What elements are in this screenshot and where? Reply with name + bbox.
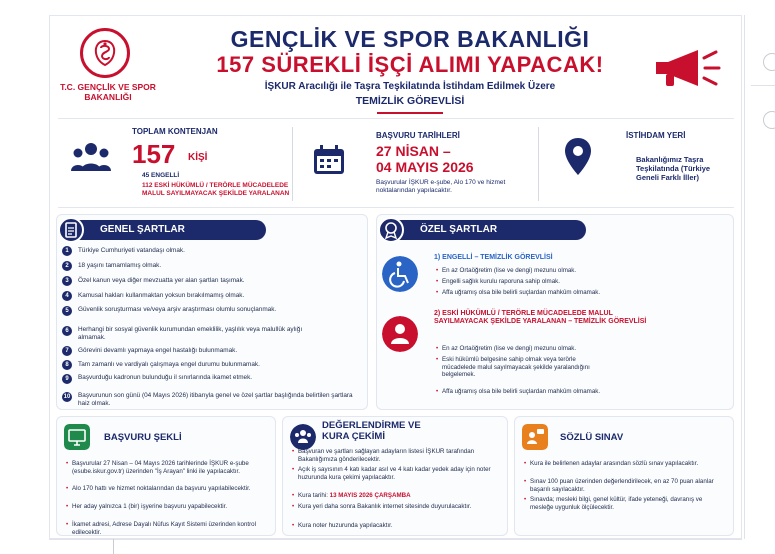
poster (49, 15, 742, 539)
stats-row (58, 118, 734, 208)
condition-text: Görevini devamlı yapmaya engel hastalığı bulunmamak. (78, 347, 238, 354)
condition-number: 7 (62, 346, 72, 356)
megaphone-icon (650, 46, 722, 90)
interview-item: • Kura ile belirlenen adaylar arasından sözlü sınav yapılacaktır. (530, 460, 726, 468)
condition-text: Türkiye Cumhuriyeti vatandaşı olmak. (78, 247, 185, 254)
evaluation-item: • Açık iş sayısının 4 katı kadar asıl ve 4 katı kadar yedek aday için noter huzurunda kura çekimi yapılacaktır. (298, 466, 502, 481)
position-title: TEMİZLİK GÖREVLİSİ (355, 95, 465, 107)
special-group2-item: • Affa uğramış olsa bile belirli suçlardan mahkûm olmamak. (442, 388, 722, 396)
dates-line2: 04 MAYIS 2026 (376, 159, 474, 175)
computer-icon (64, 424, 90, 450)
condition-text: Başvurduğu kadronun bulunduğu il sınırlarında ikamet etmek. (78, 374, 253, 381)
special-group2-item: • Eski hükümlü belgesine sahip olmak veya terörle mücadelede malul sayılmayacak şekilde yaralandığını belgelemek. (442, 356, 602, 379)
condition-text: Başvurunun son günü (04 Mayıs 2026) itibarıyla genel ve özel şartlar başlığında belirtilen şartlara haiz olmak. (78, 392, 353, 407)
clipboard-icon (58, 217, 84, 243)
special-group2-item: • En az Ortaöğretim (lise ve dengi) mezunu olmak. (442, 345, 722, 353)
application-item: • Alo 170 hattı ve hizmet noktalarından da başvuru yapılabilecektir. (72, 485, 268, 493)
evaluation-title-line2: KURA ÇEKİMİ (322, 431, 385, 442)
title-ministry: GENÇLİK VE SPOR BAKANLIĞI (230, 26, 590, 52)
award-badge-icon (378, 217, 404, 243)
special-group2-title: 2) ESKİ HÜKÜMLÜ / TERÖRLE MÜCADELEDE MALUL SAYILMAYACAK ŞEKİLDE YARALANAN – TEMİZLİK GÖREVLİSİ (434, 310, 647, 325)
logo-emblem-icon (92, 39, 118, 67)
special-group1-item: • Engelli sağlık kurulu raporuna sahip olmak. (442, 278, 722, 286)
condition-text: Herhangi bir sosyal güvenlik kurumundan emeklilik, yaşlılık veya malullük aylığı almamak. (78, 326, 303, 341)
evaluation-item-date (298, 492, 502, 500)
quota-unit: KİŞİ (188, 152, 208, 163)
location-label: İSTİHDAM YERİ (626, 131, 686, 140)
side-bullet-icon (763, 53, 775, 71)
condition-number: 1 (62, 246, 72, 256)
condition-text: Özel kanun veya diğer mevzuatta yer alan şartları taşımak. (78, 277, 245, 284)
condition-number: 9 (62, 374, 72, 384)
condition-text: Tam zamanlı ve vardiyalı çalışmaya engel durumu bulunmamak. (78, 361, 260, 368)
special-conditions-title: ÖZEL ŞARTLAR (386, 220, 586, 240)
application-item: • Başvurular 27 Nisan – 04 Mayıs 2026 tarihlerinde İŞKUR e-şube (esube.iskur.gov.tr) üzerinden "İş Arayan" linki ile yapılacaktır. (72, 460, 268, 475)
quota-number: 157 (132, 139, 176, 169)
quota-item-exconvict: 112 ESKİ HÜKÜMLÜ / TERÖRLE MÜCADELEDE MALUL SAYILMAYACAK ŞEKİLDE YARALANAN (142, 182, 290, 197)
condition-number: 8 (62, 360, 72, 370)
wheelchair-icon (382, 256, 418, 292)
special-group1-item: • En az Ortaöğretim (lise ve dengi) mezunu olmak. (442, 267, 722, 275)
evaluation-title-line1: DEĞERLENDİRME VE (322, 420, 421, 431)
interview-item: • Sınavda; mesleki bilgi, genel kültür, ifade yeteneği, davranış ve mesleğe uygunluk ölçülecektir. (530, 496, 726, 511)
draw-date-value: 13 MAYIS 2026 ÇARŞAMBA (329, 492, 411, 499)
dates-note: Başvurular İŞKUR e-şube, Alo 170 ve hizmet noktalarından yapılacaktır. (376, 179, 506, 194)
evaluation-item: • Kura noter huzurunda yapılacaktır. (298, 522, 502, 530)
title-headline: 157 SÜREKLİ İŞÇİ ALIMI YAPACAK! (216, 52, 604, 77)
calendar-icon (313, 145, 345, 175)
application-title: BAŞVURU ŞEKLİ (104, 432, 182, 443)
condition-text: 18 yaşını tamamlamış olmak. (78, 262, 162, 269)
separator (538, 127, 539, 201)
general-conditions-title: GENEL ŞARTLAR (66, 220, 266, 240)
application-item: • Her aday yalnızca 1 (bir) işyerine başvuru yapabilecektir. (72, 503, 268, 511)
side-bullet-icon (763, 111, 775, 129)
quota-item-disabled: 45 ENGELLİ (142, 172, 180, 179)
draw-date-label: Kura tarihi: (298, 492, 330, 499)
quota-label: TOPLAM KONTENJAN (132, 127, 218, 136)
divider (377, 112, 443, 114)
group-icon (290, 424, 316, 450)
location-text: Bakanlığımız Taşra Teşkilatında (Türkiye Geneli Farklı İller) (636, 155, 711, 182)
speech-icon (522, 424, 548, 450)
condition-number: 10 (63, 394, 71, 400)
bottom-tick (113, 539, 114, 554)
person-icon (382, 316, 418, 352)
people-icon (70, 141, 112, 173)
application-item: • İkamet adresi, Adrese Dayalı Nüfus Kayıt Sistemi üzerinden kontrol edilecektir. (72, 521, 268, 536)
dates-label: BAŞVURU TARİHLERİ (376, 131, 460, 140)
special-group1-item: • Affa uğramış olsa bile belirli suçlardan mahkûm olmamak. (442, 289, 722, 297)
evaluation-item: • Başvuran ve şartları sağlayan adayların listesi İŞKUR tarafından Bakanlığımıza gönderilecektir. (298, 448, 502, 463)
evaluation-item: • Kura yeri daha sonra Bakanlık internet sitesinde duyurulacaktır. (298, 503, 502, 511)
condition-number: 6 (62, 326, 72, 336)
condition-text: Kamusal hakları kullanmaktan yoksun bırakılmamış olmak. (78, 292, 245, 299)
interview-item: • Sınav 100 puan üzerinden değerlendirilecek, en az 70 puan alanlar başarılı sayılacaktır. (530, 478, 726, 493)
dates-line1: 27 NİSAN – (376, 143, 451, 159)
location-pin-icon (563, 137, 593, 177)
bottom-divider (49, 539, 742, 540)
side-panel (744, 15, 775, 539)
condition-text: Güvenlik soruşturması ve/veya arşiv araştırması olumlu sonuçlanmak. (78, 306, 277, 313)
condition-number: 3 (62, 276, 72, 286)
separator (292, 127, 293, 201)
condition-number: 5 (62, 306, 72, 316)
subtitle: İŞKUR Aracılığı ile Taşra Teşkilatında İstihdam Edilmek Üzere (264, 81, 556, 92)
side-divider (751, 85, 775, 86)
condition-number: 4 (62, 291, 72, 301)
interview-title: SÖZLÜ SINAV (560, 432, 624, 443)
special-group1-title: 1) ENGELLİ – TEMİZLİK GÖREVLİSİ (434, 254, 553, 261)
ministry-logo (80, 28, 130, 78)
logo-text: T.C. GENÇLİK VE SPOR BAKANLIĞI (60, 82, 156, 102)
condition-number: 2 (62, 261, 72, 271)
